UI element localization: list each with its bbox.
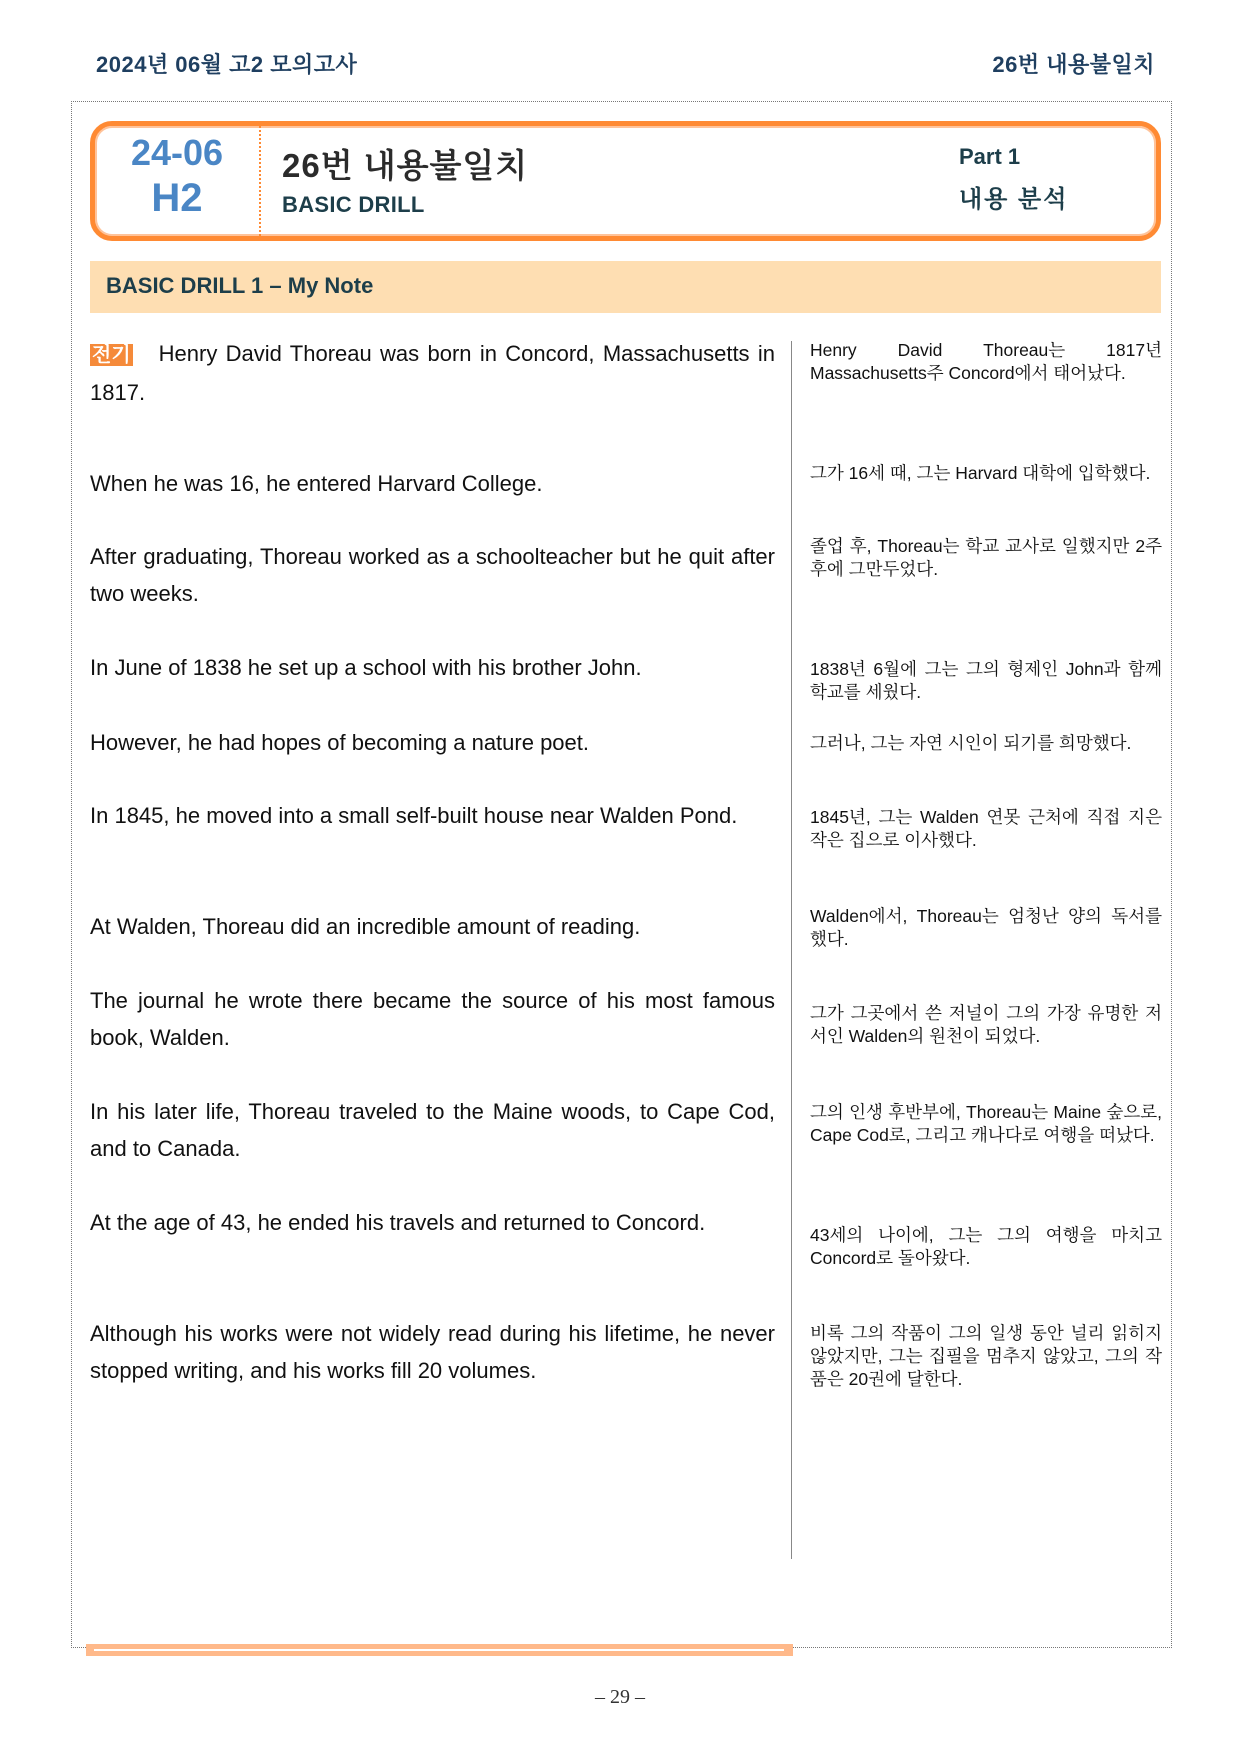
question-title: 26번 내용불일치 [992,52,1155,77]
section-subtitle: BASIC DRILL [282,192,425,217]
exam-code: 24-06 [130,132,224,173]
sentence-ko-1: Henry David Thoreau는 1817년 Massachusetts주 Concord에서 태어났다. [810,340,1162,383]
sentence-en-5: However, he had hopes of becoming a nature poet. [90,730,590,755]
sentence-en-1 [90,335,775,411]
title-box-divider [259,126,261,236]
sentence-en-3: After graduating, Thoreau worked as a schoolteacher but he quit after two weeks. [90,544,775,606]
title-box [90,121,1161,241]
sentence-en-8: The journal he wrote there became the source of his most famous book, Walden. [90,988,775,1050]
sentence-ko-4: 1838년 6월에 그는 그의 형제인 John과 함께 학교를 세웠다. [810,659,1162,702]
part-label: Part 1 [959,144,1021,169]
sentence-en-11: Although his works were not widely read during his lifetime, he never stopped writing, and his works fill 20 volumes. [90,1321,775,1383]
sentence-en-7: At Walden, Thoreau did an incredible amount of reading. [90,914,641,939]
column-divider [791,341,792,1559]
exam-title: 2024년 06월 고2 모의고사 [96,52,358,77]
sentence-ko-5: 그러나, 그는 자연 시인이 되기를 희망했다. [810,733,1132,753]
sentence-ko-2: 그가 16세 때, 그는 Harvard 대학에 입학했다. [810,463,1151,483]
sentence-ko-11: 비록 그의 작품이 그의 일생 동안 널리 읽히지 않았지만, 그는 집필을 멈추지 않았고, 그의 작품은 20권에 달한다. [810,1323,1162,1389]
part-description: 내용 분석 [959,186,1069,213]
sentence-en-2: When he was 16, he entered Harvard College. [90,471,543,496]
grade-code: H2 [151,176,203,220]
sentence-ko-10: 43세의 나이에, 그는 그의 여행을 마치고 Concord로 돌아왔다. [810,1225,1162,1268]
sentence-en-9: In his later life, Thoreau traveled to the Maine woods, to Cape Cod, and to Canada. [90,1099,775,1161]
footer-accent-line [94,1649,784,1651]
category-badge: 전기 [92,344,131,366]
drill-header-bar [90,261,1161,313]
sentence-text: Henry David Thoreau was born in Concord, Massachusetts in 1817. [90,341,775,405]
content-frame [71,101,1172,1648]
sentence-ko-6: 1845년, 그는 Walden 연못 근처에 직접 지은 작은 집으로 이사했다. [810,807,1162,850]
sentence-ko-8: 그가 그곳에서 쓴 저널이 그의 가장 유명한 저서인 Walden의 원천이 되었다. [810,1003,1162,1046]
drill-label: BASIC DRILL 1 – My Note [106,273,374,298]
footer-accent-bar [86,1644,793,1656]
sentence-en-4: In June of 1838 he set up a school with his brother John. [90,655,642,680]
sentence-ko-9: 그의 인생 후반부에, Thoreau는 Maine 숲으로, Cape Cod로, 그리고 캐나다로 여행을 떠났다. [810,1102,1162,1145]
sentence-ko-3: 졸업 후, Thoreau는 학교 교사로 일했지만 2주 후에 그만두었다. [810,536,1162,579]
sentence-en-10: At the age of 43, he ended his travels and returned to Concord. [90,1210,706,1235]
sentence-ko-7: Walden에서, Thoreau는 엄청난 양의 독서를 했다. [810,906,1162,949]
section-title: 26번 내용불일치 [282,147,529,184]
sentence-en-6: In 1845, he moved into a small self-built house near Walden Pond. [90,803,738,828]
page-number: – 29 – [595,1686,645,1708]
